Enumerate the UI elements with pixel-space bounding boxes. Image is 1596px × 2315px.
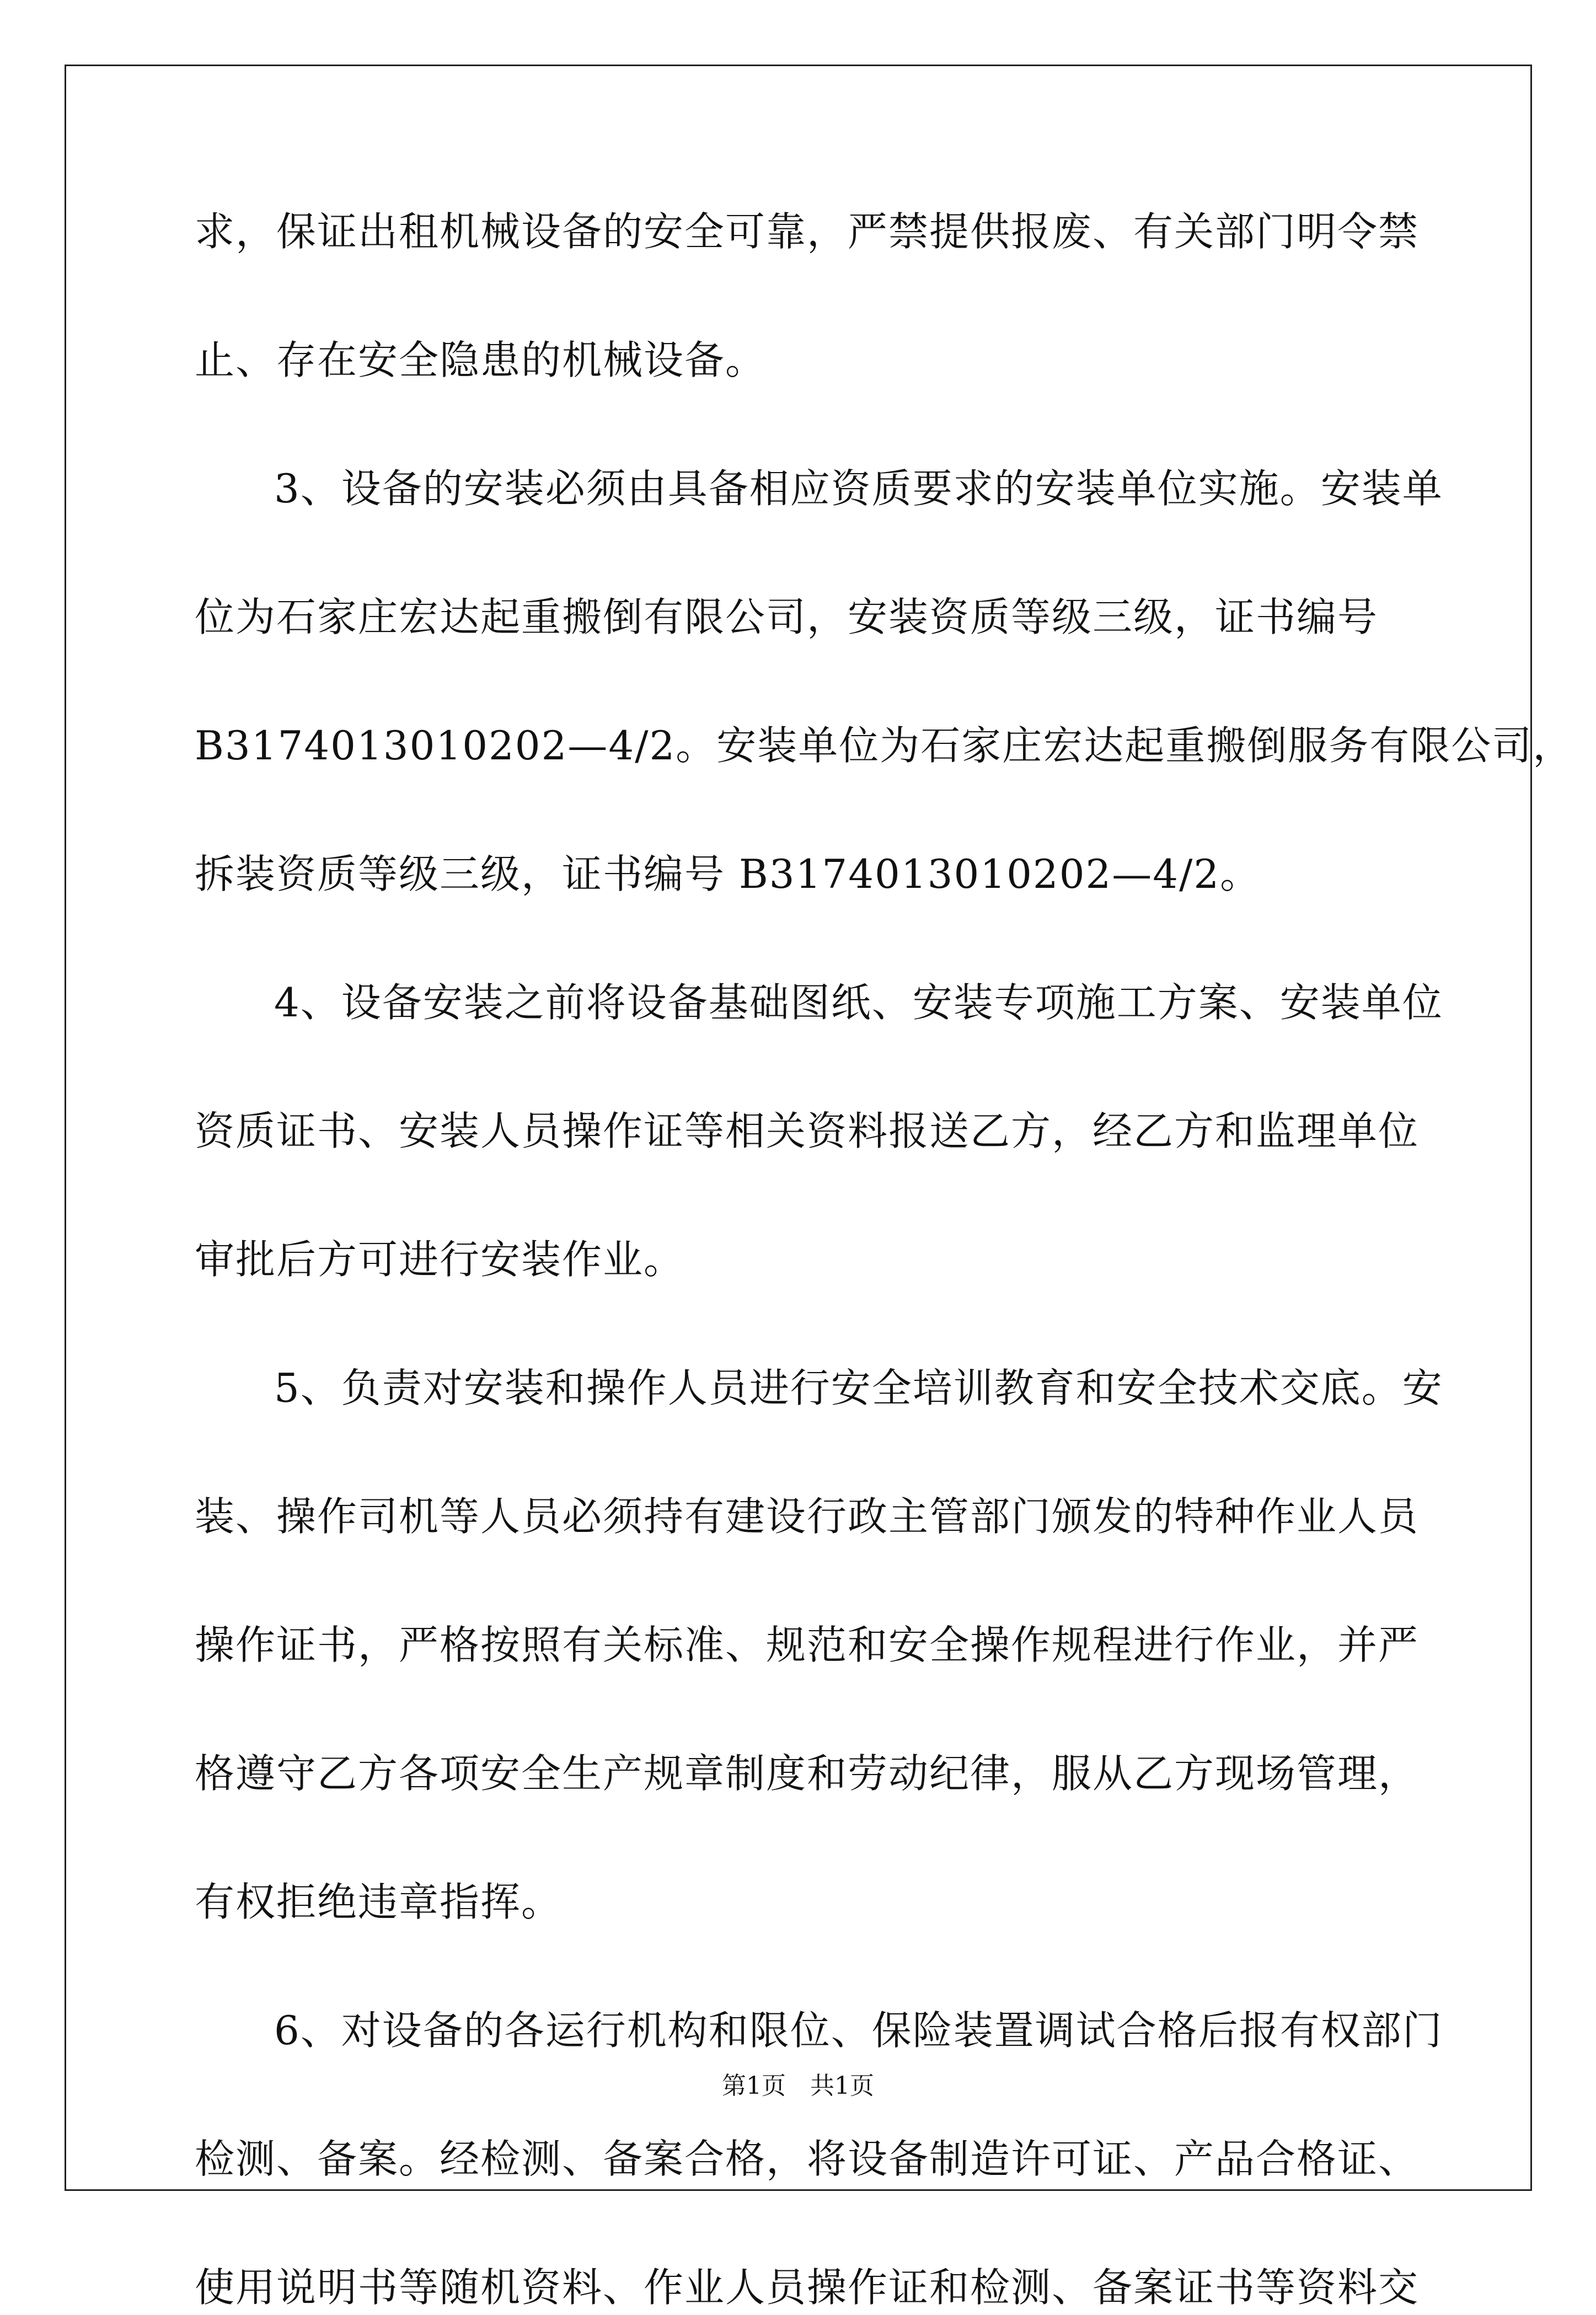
text-line: 格遵守乙方各项安全生产规章制度和劳动纪律，服从乙方现场管理， xyxy=(195,1750,1420,1797)
text-line: 位为石家庄宏达起重搬倒有限公司，安装资质等级三级，证书编号 xyxy=(195,594,1379,640)
page-number-footer: 第1页 共1页 xyxy=(722,2072,874,2100)
text-line: 止、存在安全隐患的机械设备。 xyxy=(195,337,767,383)
paragraph-6-start: 6、对设备的各运行机构和限位、保险装置调试合格后报有权部门 xyxy=(274,2007,1443,2054)
text-line: 有权拒绝违章指挥。 xyxy=(195,1879,563,1925)
text-line: 操作证书，严格按照有关标准、规范和安全操作规程进行作业，并严 xyxy=(195,1622,1420,1668)
paragraph-3-start: 3、设备的安装必须由具备相应资质要求的安装单位实施。安装单 xyxy=(274,465,1443,512)
text-line: 使用说明书等随机资料、作业人员操作证和检测、备案证书等资料交 xyxy=(195,2264,1420,2311)
text-line: 资质证书、安装人员操作证等相关资料报送乙方，经乙方和监理单位 xyxy=(195,1108,1420,1154)
text-line: 拆装资质等级三级，证书编号 B3174013010202—4/2。 xyxy=(195,851,1261,897)
text-line: 检测、备案。经检测、备案合格，将设备制造许可证、产品合格证、 xyxy=(195,2136,1420,2182)
text-line: 装、操作司机等人员必须持有建设行政主管部门颁发的特种作业人员 xyxy=(195,1493,1420,1540)
paragraph-5-start: 5、负责对安装和操作人员进行安全培训教育和安全技术交底。安 xyxy=(274,1365,1443,1411)
text-line: 求，保证出租机械设备的安全可靠，严禁提供报废、有关部门明令禁 xyxy=(195,208,1420,255)
text-line: B3174013010202—4/2。安装单位为石家庄宏达起重搬倒服务有限公司， xyxy=(195,722,1574,769)
text-line: 审批后方可进行安装作业。 xyxy=(195,1236,685,1283)
paragraph-4-start: 4、设备安装之前将设备基础图纸、安装专项施工方案、安装单位 xyxy=(274,979,1443,1026)
